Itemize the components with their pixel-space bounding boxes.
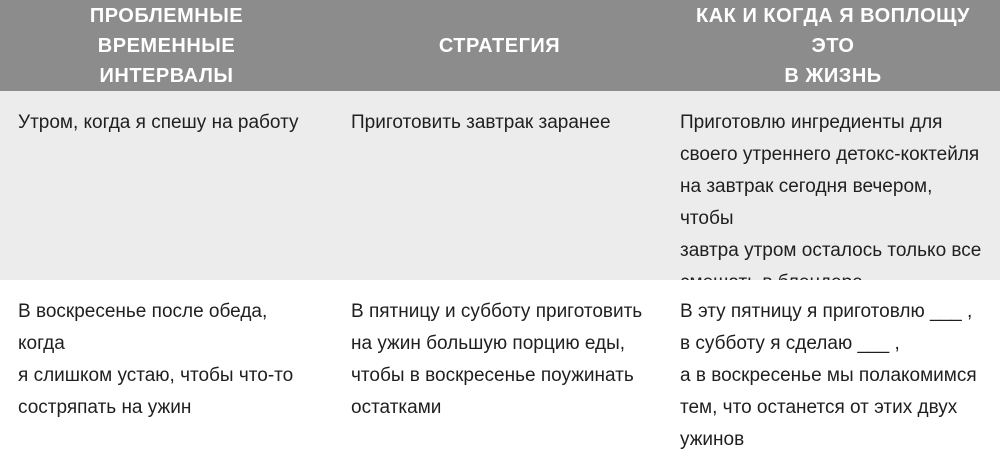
header-label: ПРОБЛЕМНЫЕ ВРЕМЕННЫЕ ИНТЕРВАЛЫ <box>89 4 244 87</box>
cell-strategy: В пятницу и субботу приготовить на ужин большую порцию еды, чтобы в воскресенье поужинать остатками <box>351 301 643 418</box>
cell-time-slot: Утром, когда я спешу на работу <box>18 112 299 133</box>
header-implementation <box>666 0 1000 91</box>
cell-strategy: Приготовить завтрак заранее <box>351 112 611 133</box>
cell-implementation: В эту пятницу я приготовлю ___ , в субботу я сделаю ___ , а в воскресенье мы полакомимся тем, что останется от этих двух ужинов <box>680 301 977 450</box>
header-strategy <box>333 0 666 91</box>
header-label: КАК И КОГДА Я ВОПЛОЩУ ЭТО В ЖИЗНЬ <box>696 4 970 87</box>
header-label: СТРАТЕГИЯ <box>438 34 561 57</box>
cell-implementation: Приготовлю ингредиенты для своего утреннего детокс-коктейля на завтрак сегодня вечером, чтобы завтра утром осталось только все <box>680 112 982 261</box>
header-problem-time-slots <box>0 0 333 91</box>
cell-time-slot: В воскресенье после обеда, когда я слишком устаю, чтобы что-то состряпать на ужин <box>18 301 294 418</box>
table-row <box>0 280 1000 468</box>
table-row <box>0 91 1000 280</box>
table-header <box>0 0 1000 91</box>
